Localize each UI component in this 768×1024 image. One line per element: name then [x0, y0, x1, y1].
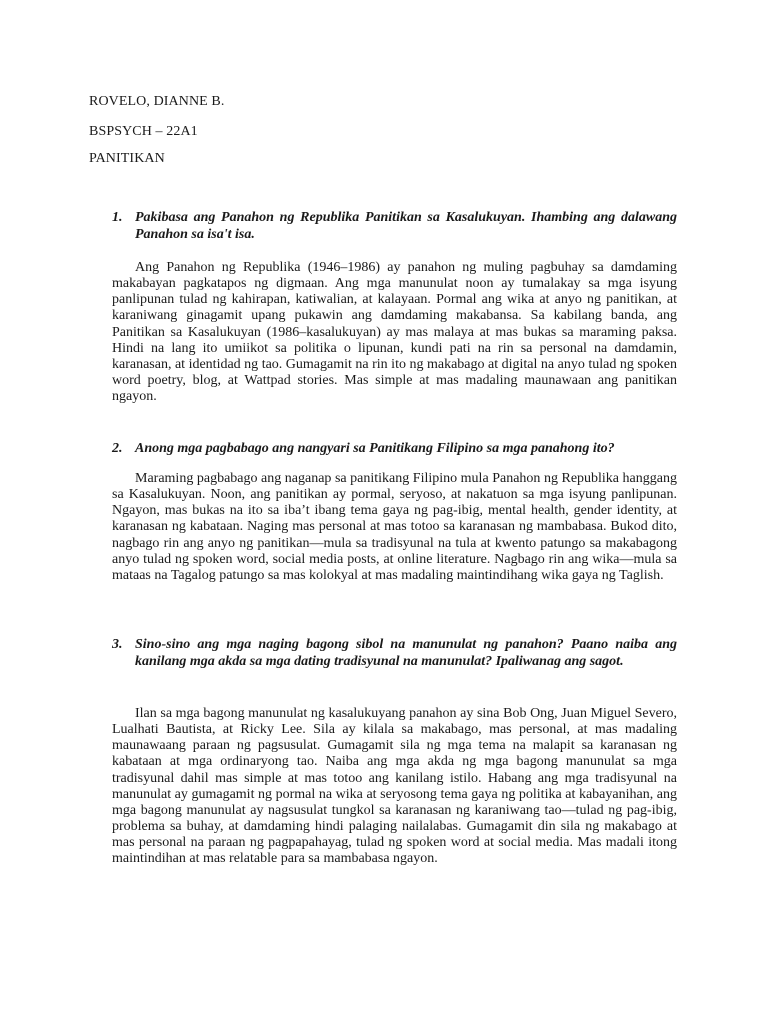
answer-3: Ilan sa mga bagong manunulat ng kasalukuyang panahon ay sina Bob Ong, Juan Miguel Severo, Lualhati Bautista, at Ricky Lee. Sila ay kilala sa makabago, mas personal, at mas madaling maunawaang paraan ng pagsusulat. Gumagamit sila ng mga tema na malapit sa karanasan ng kabataan at mga ordinaryong tao. Naiba ang mga akda ng mga bagong manunulat sa mga tradisyunal dahil mas simple at mas totoo ang kanilang istilo. Habang ang mga tradisyunal na manunulat ay gumagamit ng pormal na wika at seryosong tema gaya ng politika at kabayanihan, ang mga bagong manunulat ay nagsusulat tungkol sa karanasan ng karaniwang tao—tulad ng pag-ibig, problema sa buhay, at damdaming hindi palaging nailalabas. Gumagamit din sila ng makabago at mas personal na paraan ng pagpapahayag, tulad ng spoken word at social media. Mas madali itong maintindihan at mas relatable para sa mambabasa ngayon.	[112, 706, 677, 867]
question-2-text: Anong mga pagbabago ang nangyari sa Panitikang Filipino sa mga panahong ito?	[135, 441, 615, 456]
answer-1: Ang Panahon ng Republika (1946–1986) ay panahon ng muling pagbuhay sa damdaming makabayan pagkatapos ng digmaan. Ang mga manunulat noon ay tumalakay sa mga isyung panlipunan tulad ng kahirapan, katiwalian, at kalayaan. Pormal ang wika at anyo ng panitikan, at karaniwang ginagamit upang pukawin ang damdaming makabansa. Sa kabilang banda, ang Panitikan sa Kasalukuyan (1986–kasalukuyan) ay mas malaya at mas bukas sa maraming paksa. Hindi na lang ito umiikot sa politika o lipunan, kundi pati na rin sa personal na damdamin, karanasan, at identidad ng tao. Gumagamit na rin ito ng makabago at digital na anyo tulad ng spoken word poetry, blog, at Wattpad stories. Mas simple at mas madaling maunawaan ang panitikan ngayon.	[112, 260, 677, 405]
student-course: BSPSYCH – 22A1	[89, 124, 198, 139]
student-name: ROVELO, DIANNE B.	[89, 94, 225, 109]
question-2-number: 2.	[112, 441, 123, 456]
question-1-text: Pakibasa ang Panahon ng Republika Panitikan sa Kasalukuyan. Ihambing ang dalawang Panahon sa isa't isa.	[135, 210, 677, 242]
question-1-number: 1.	[112, 210, 123, 225]
subject-title: PANITIKAN	[89, 151, 165, 166]
answer-2: Maraming pagbabago ang naganap sa panitikang Filipino mula Panahon ng Republika hanggang sa Kasalukuyan. Noon, ang panitikan ay pormal, seryoso, at nakatuon sa mga isyung panlipunan. Ngayon, mas bukas na ito sa iba’t ibang tema gaya ng pag-ibig, mental health, gender identity, at karanasan ng kabataan. Naging mas personal at mas totoo sa karanasan ng mambabasa. Bukod dito, nagbago rin ang anyo ng panitikan—mula sa tradisyunal na tula at kwento patungo sa makabagong anyo tulad ng spoken word, social media posts, at online literature. Nagbago rin ang wika—mula sa mataas na Tagalog patungo sa mas kolokyal at mas madaling maintindihang wika gaya ng Taglish.	[112, 471, 677, 583]
question-3-text: Sino-sino ang mga naging bagong sibol na manunulat ng panahon? Paano naiba ang kanilang mga akda sa mga dating tradisyunal na manunulat? Ipaliwanag ang sagot.	[135, 637, 677, 669]
question-2	[112, 440, 677, 457]
question-1	[112, 209, 677, 243]
question-3	[112, 636, 677, 670]
question-3-number: 3.	[112, 637, 123, 652]
